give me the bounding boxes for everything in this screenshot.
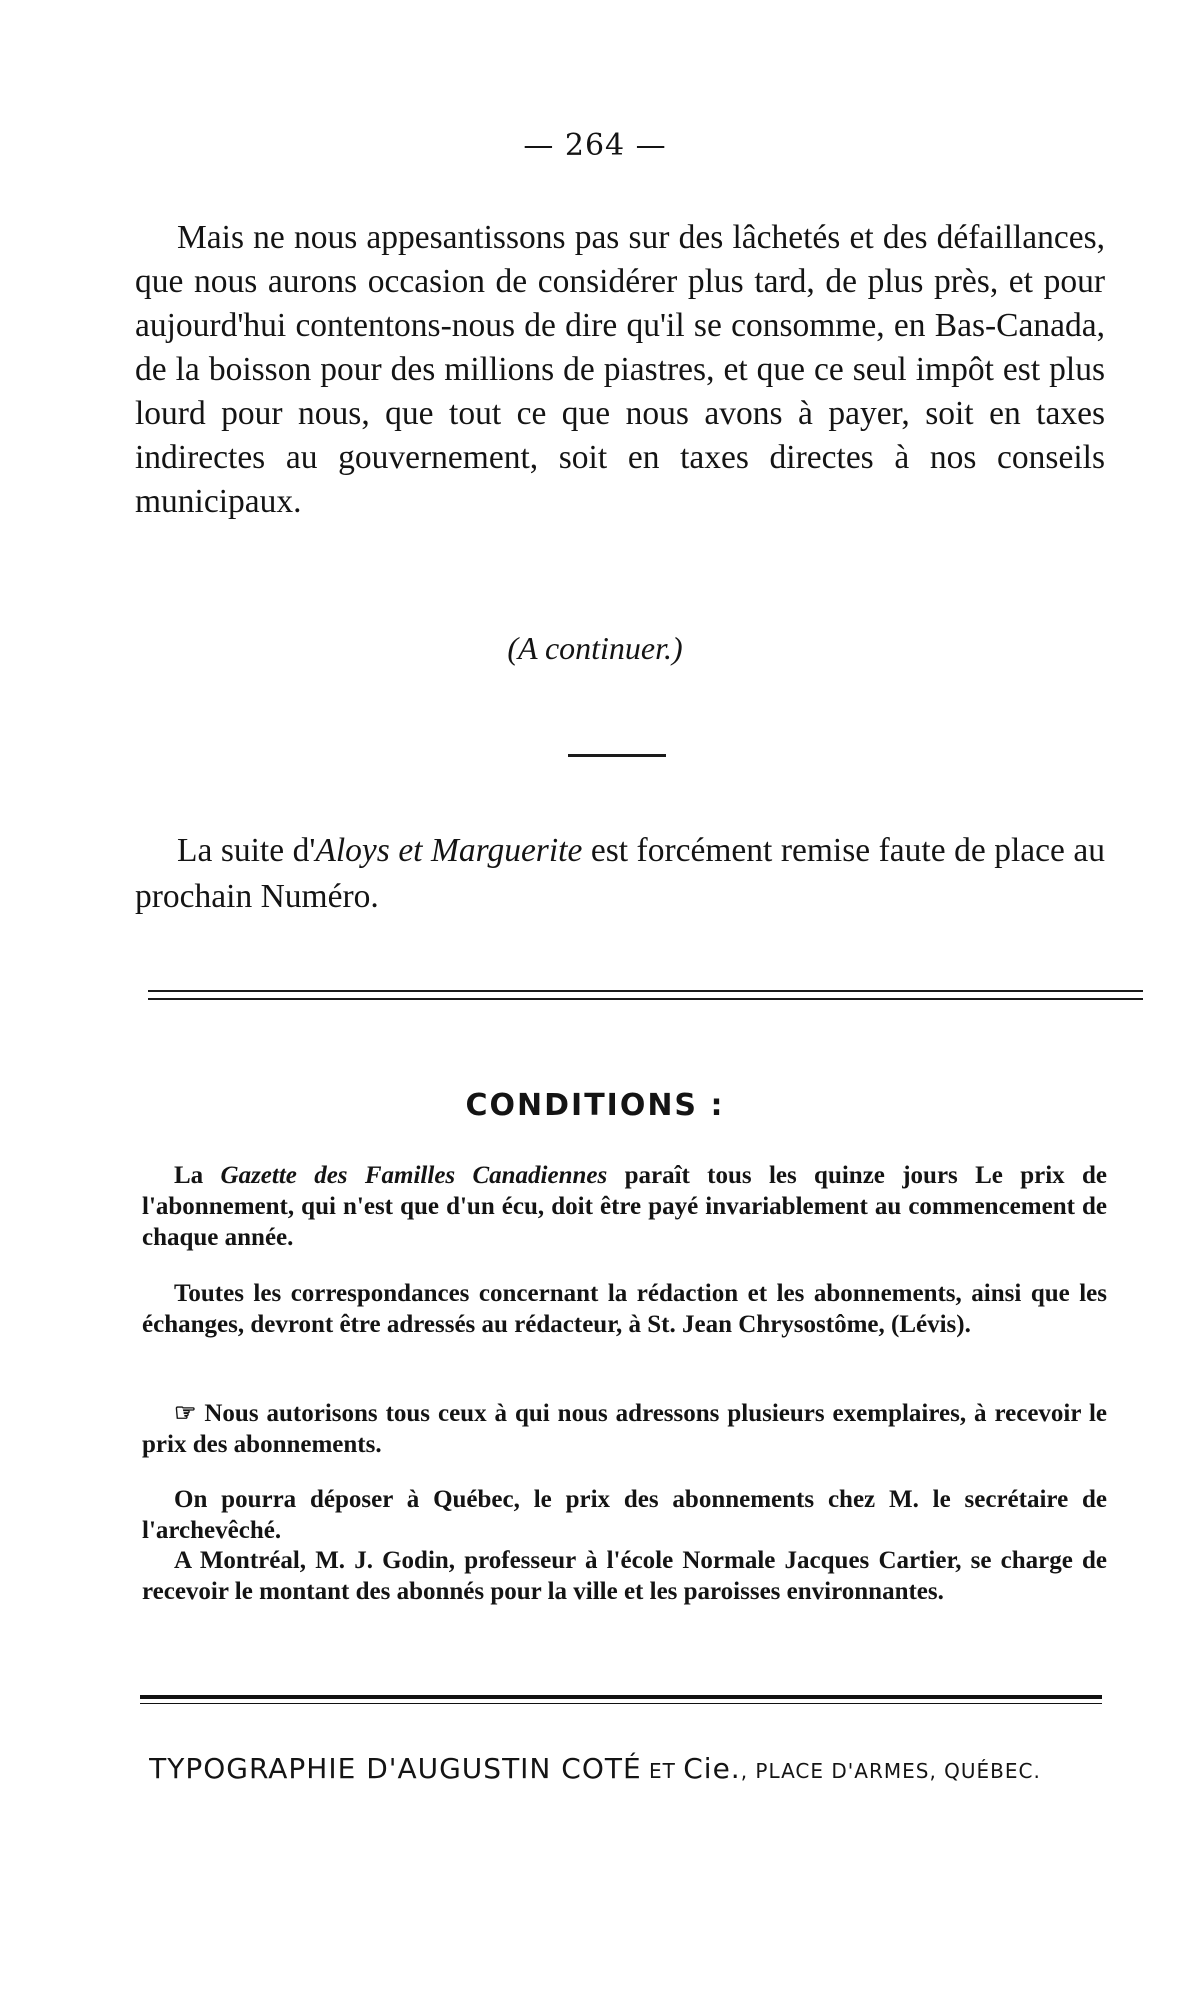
condition-correspondence: [142, 1278, 1107, 1340]
condition-text: Toutes les correspondances concernant la rédaction et les abonnements, ainsi que les échanges, devront être adressés au rédacteur, à St. Jean Chrysostôme, (Lévis).: [142, 1280, 1107, 1338]
condition-subscription: [142, 1160, 1107, 1253]
condition-text: A Montréal, M. J. Godin, professeur à l'école Normale Jacques Cartier, se charge de recevoir le montant des abonnés pour la ville et les paroisses environnantes.: [142, 1547, 1107, 1605]
condition-text: On pourra déposer à Québec, le prix des abonnements chez M. le secrétaire de l'archevêché.: [142, 1486, 1107, 1544]
article-paragraph: [135, 216, 1105, 524]
printer-name: TYPOGRAPHIE D'AUGUSTIN COTÉ: [149, 1752, 642, 1785]
article-body: Mais ne nous appesantissons pas sur des lâchetés et des défaillances, que nous aurons occasion de considérer plus tard, de plus près, et pour aujourd'hui contentons-nous de dire qu'il se consomme, en Bas-Canada, de la boisson pour des millions de piastres, et que ce seul impôt est plus lourd pour nous, que tout ce que nous avons à payer, soit en taxes indirectes au gouvernement, soit en taxes directes à nos conseils municipaux.: [135, 219, 1105, 520]
printer-cie: Cie.: [683, 1752, 741, 1785]
condition-text: paraît tous les quinze jours Le prix de l'abonnement, qui n'est que d'un écu, doit être payé invariablement au commencement de chaque année.: [142, 1162, 1107, 1251]
notice-suffix: est forcément remise faute de place au prochain Numéro.: [135, 832, 1105, 915]
condition-prefix: La: [174, 1162, 221, 1189]
condition-agents: [142, 1398, 1107, 1460]
gazette-title: Gazette des Familles Canadiennes: [220, 1162, 608, 1189]
section-divider: [568, 754, 666, 757]
conditions-heading: CONDITIONS :: [465, 1088, 725, 1123]
notice-prefix: La suite d': [177, 832, 316, 869]
condition-text: ☞ Nous autorisons tous ceux à qui nous adressons plusieurs exemplaires, à recevoir le prix des abonnements.: [142, 1400, 1107, 1458]
to-continue-note: (A continuer.): [507, 630, 683, 666]
double-rule-bottom: [148, 998, 1143, 1000]
footer-rule-thin: [140, 1703, 1102, 1704]
printer-address: , PLACE D'ARMES, QUÉBEC.: [740, 1759, 1041, 1783]
printer-imprint: [0, 1752, 1190, 1785]
notice-story-title: Aloys et Marguerite: [315, 832, 583, 869]
printer-et: ET: [641, 1759, 684, 1783]
condition-quebec: [142, 1484, 1107, 1546]
postponement-notice: [135, 828, 1105, 920]
footer-rule-thick: [140, 1695, 1102, 1699]
double-rule-top: [148, 990, 1143, 992]
condition-montreal: [142, 1545, 1107, 1607]
page-number: — 264 —: [523, 128, 667, 163]
